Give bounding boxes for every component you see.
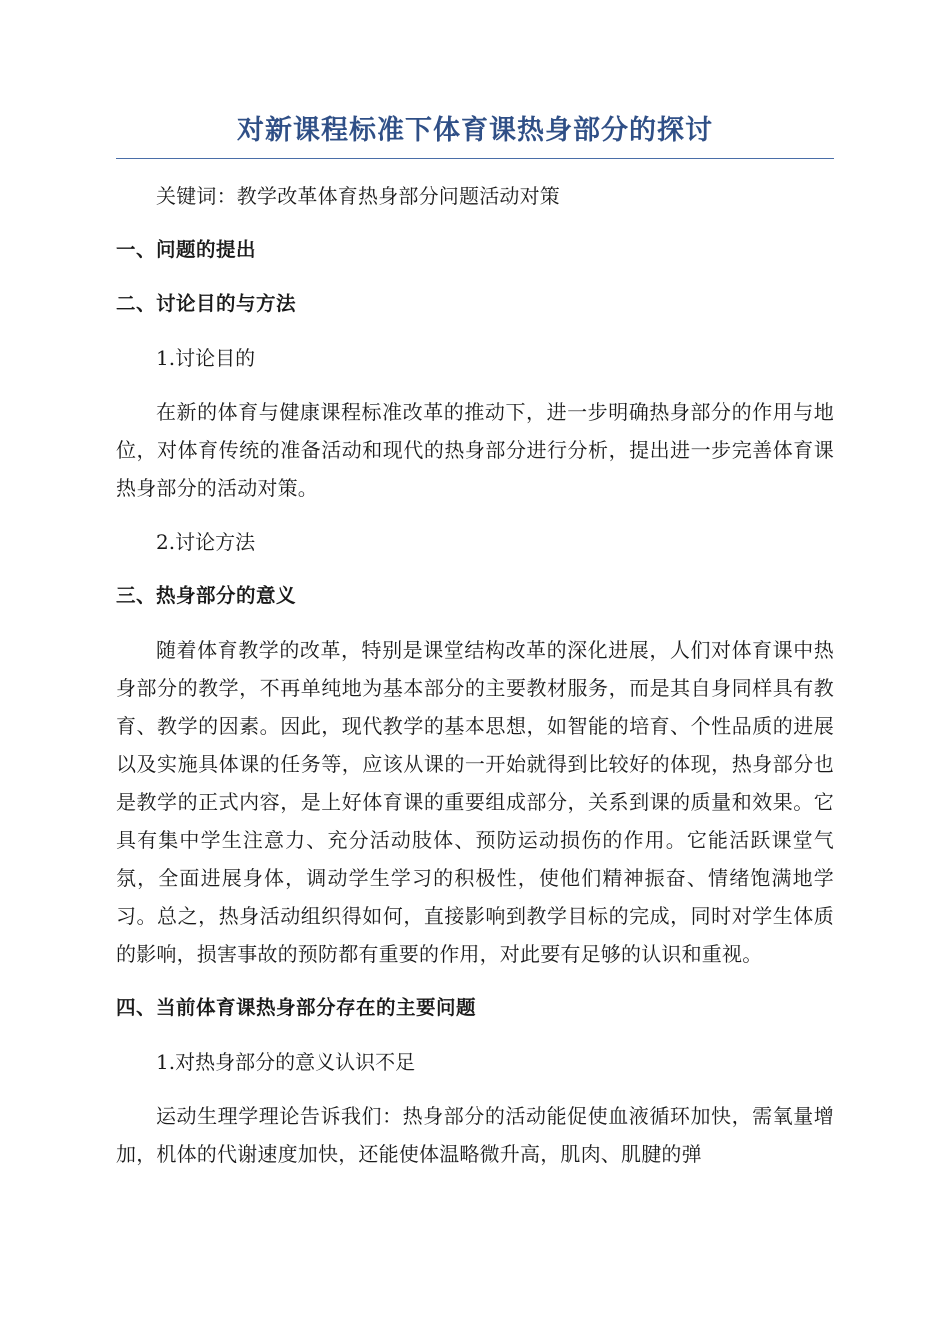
section-heading-1: 一、问题的提出 [116,238,257,261]
paragraph-4-1: 运动生理学理论告诉我们：热身部分的活动能促使血液循环加快，需氧量增加，机体的代谢速度加快，还能使体温略微升高，肌肉、肌腱的弹 [116,1104,834,1166]
document-page [116,108,834,1189]
section-heading-3: 三、热身部分的意义 [116,584,297,607]
title-underline [116,158,834,159]
paragraph-2-1: 在新的体育与健康课程标准改革的推动下，进一步明确热身部分的作用与地位，对体育传统的准备活动和现代的热身部分进行分析，提出进一步完善体育课热身部分的活动对策。 [116,400,834,500]
section-heading-2: 二、讨论目的与方法 [116,292,297,315]
paragraph-3-1: 随着体育教学的改革，特别是课堂结构改革的深化进展，人们对体育课中热身部分的教学，不再单纯地为基本部分的主要教材服务，而是其自身同样具有教育、教学的因素。因此，现代教学的基本思想，如智能的培育、个性品质的进展以及实施具体课的任务等，应该从课的一开始就得到比较好的体现，热身部分也是教学的正式内容，是上好体育课的重要组成部分，关系到课的质量和效果。它具有集中学生注意力、充分活动肢体、预防运动损伤的作用。它能活跃课堂气氛，全面进展身体，调动学生学习的积极性，使他们精神振奋、情绪饱满地学习。总之，热身活动组织得如何，直接影响到教学目标的完成，同时对学生体质的影响，损害事故的预防都有重要的作用，对此要有足够的认识和重视。 [116,638,834,966]
section-heading-4: 四、当前体育课热身部分存在的主要问题 [116,996,477,1019]
subheading-2-1: 1.讨论目的 [156,346,256,370]
keywords-line: 关键词：教学改革体育热身部分问题活动对策 [156,184,560,208]
subheading-2-2: 2.讨论方法 [156,530,256,554]
document-title: 对新课程标准下体育课热身部分的探讨 [237,115,713,146]
subheading-4-1: 1.对热身部分的意义认识不足 [156,1050,416,1074]
